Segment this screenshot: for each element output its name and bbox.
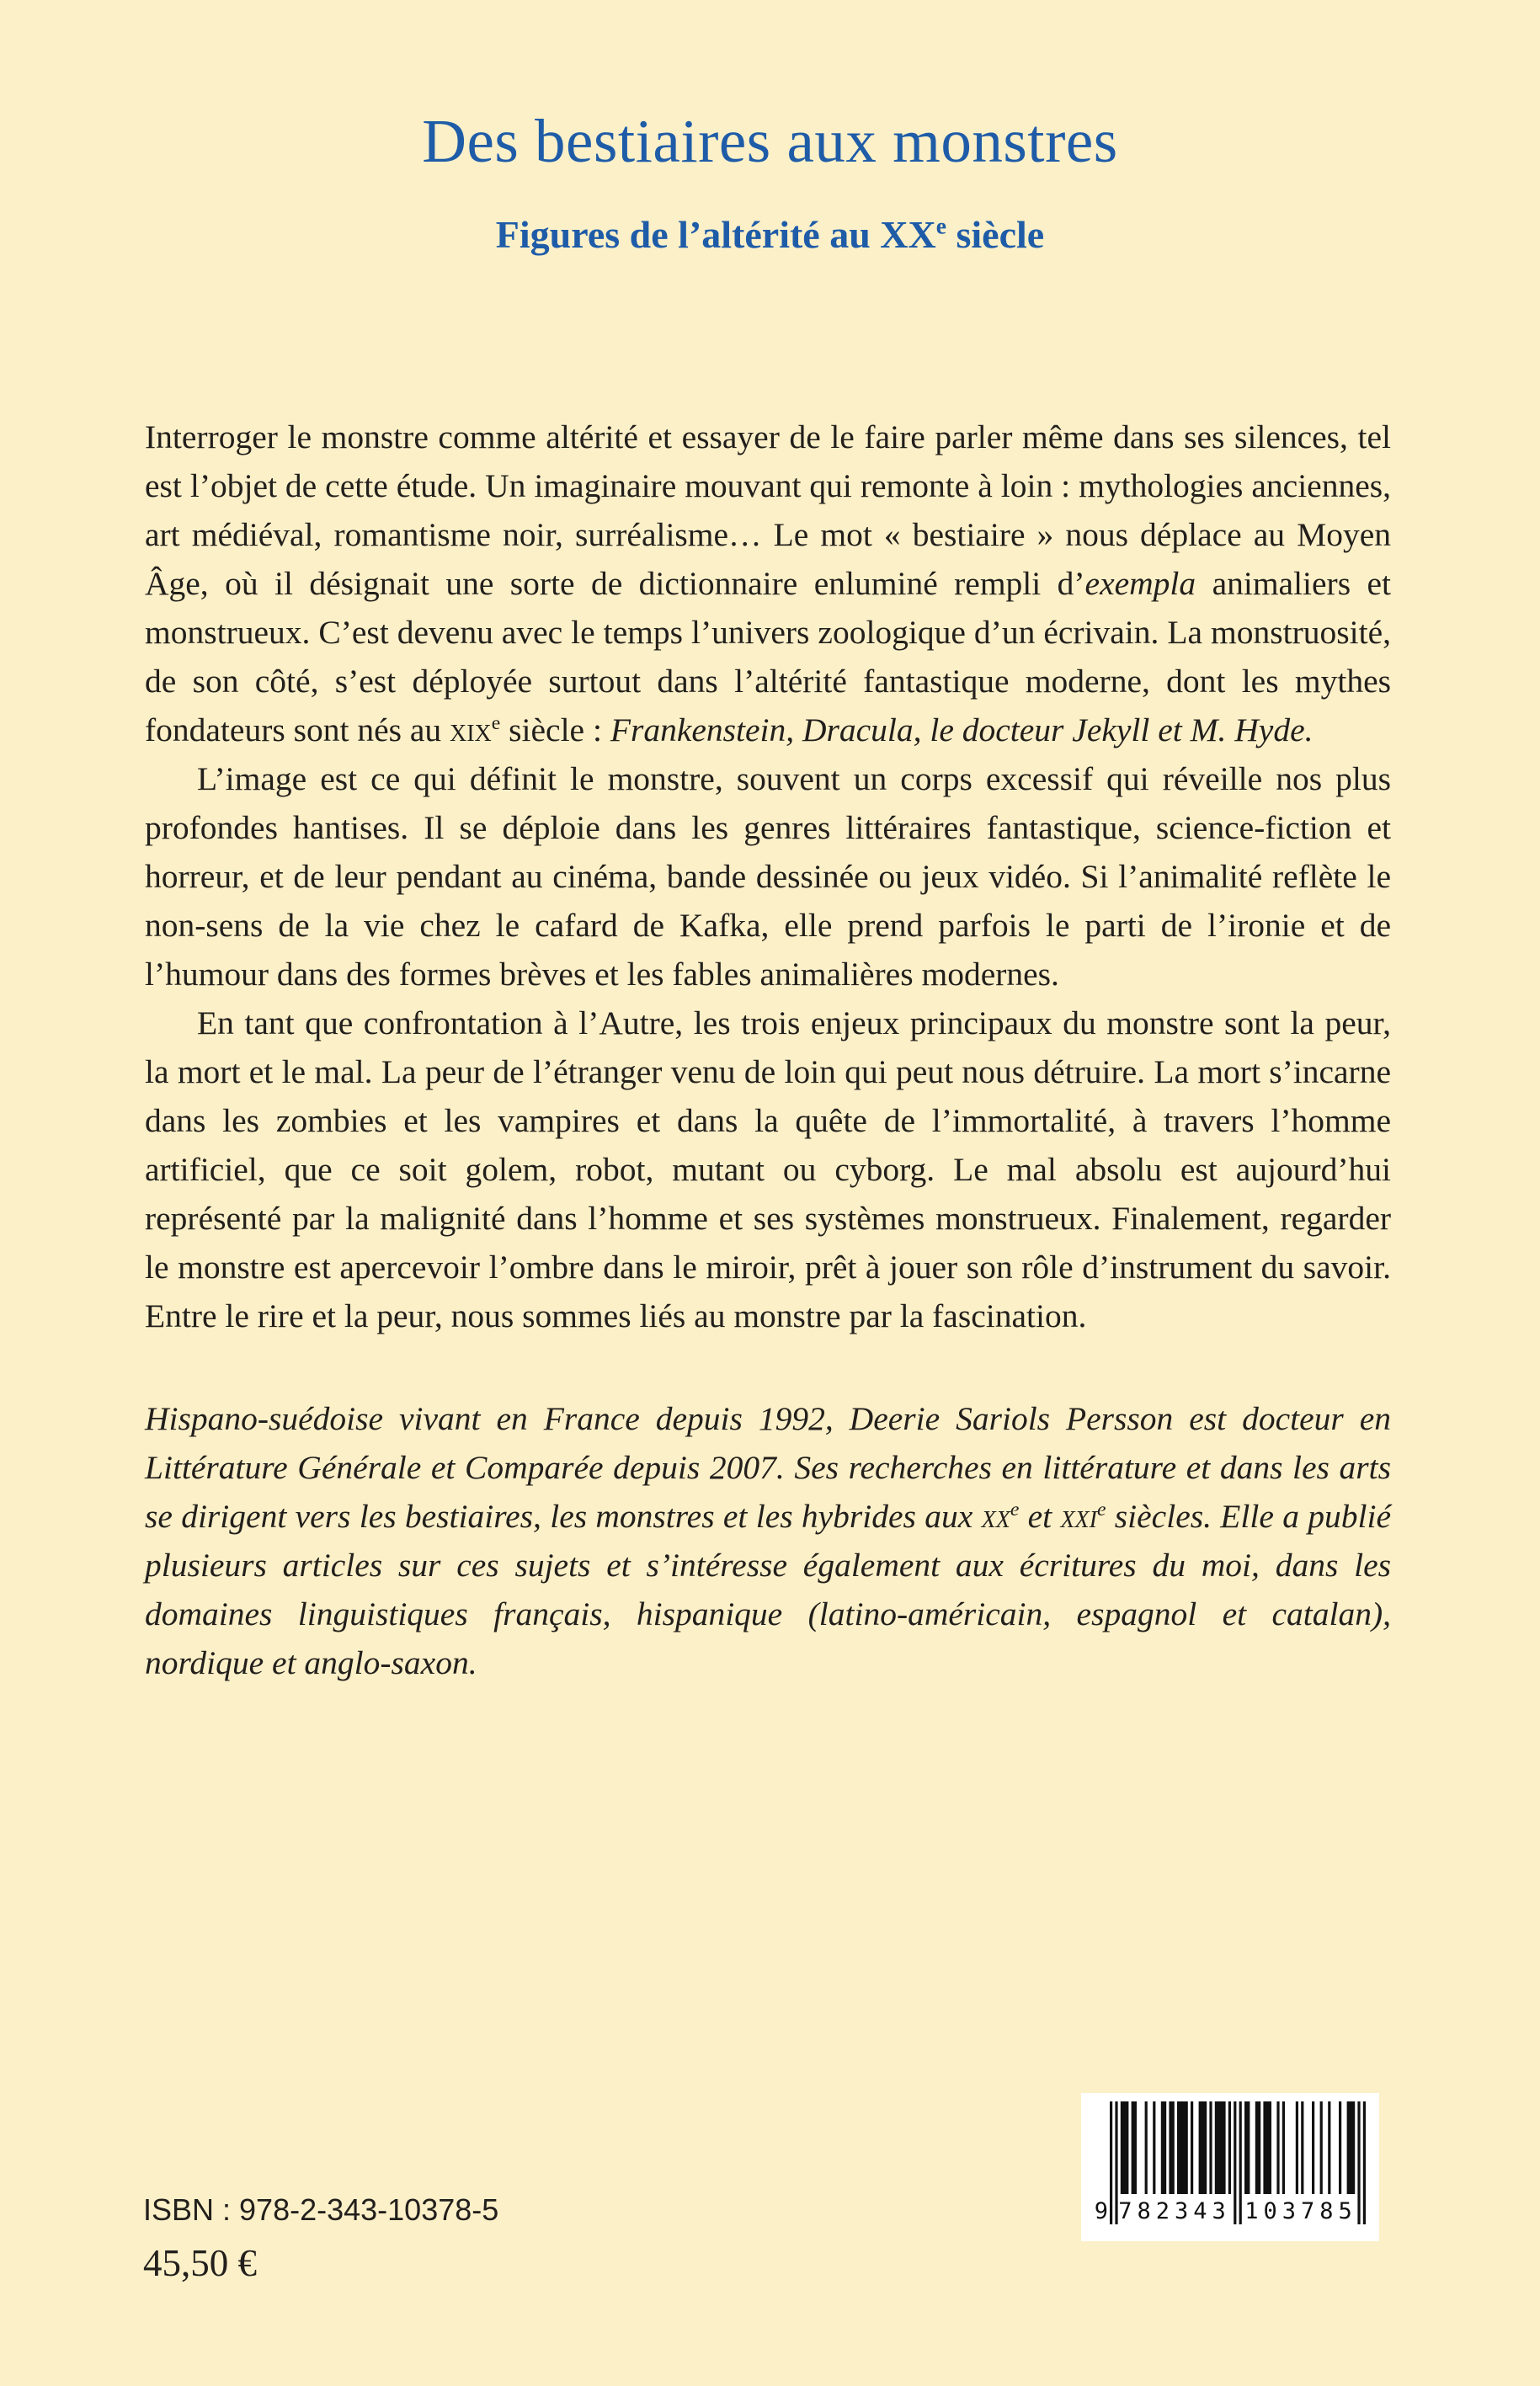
barcode-digit-group: 782343 [1118,2198,1231,2224]
text-segment: Interroger le monstre comme altérité et essayer de le faire parler même dans ses silences, tel est l’objet de cette étude. Un imaginaire mouvant qui remonte à loin : mythologies anciennes, art médiéval, romantisme noir, surréalisme… Le mot « bestiaire » nous déplace au Moyen Âge, où il désignait une sorte de dictionnaire enluminé rempli d’ [145,418,1391,602]
text-segment: animaliers et monstrueux. C’est devenu avec le temps l’univers zoologique d’un écrivain. La monstruosité, de son côté, s’est déployée surtout dans l’altérité fantastique moderne, dont les mythes fondateurs sont nés au [145,565,1391,748]
body-paragraph [145,999,1391,1340]
text-segment: xix [450,711,492,748]
text-segment: siècles. Elle a publié plusieurs articles sur ces sujets et s’intéresse également aux écritures du moi, dans les domaines linguistiques français, hispanique (latino-américain, espagnol et catalan), nordique et anglo-saxon. [145,1498,1391,1681]
synopsis [145,413,1391,1340]
isbn: ISBN : 978-2-343-10378-5 [143,2192,499,2227]
barcode-digit-group: 9 [1094,2198,1108,2224]
text-segment: xx [981,1498,1010,1535]
text-segment: siècle [946,213,1045,256]
body-paragraph [145,754,1391,999]
text-segment: exempla [1084,565,1196,602]
cover-text-block [145,413,1391,1687]
text-segment: e [491,711,501,734]
barcode-digit-group: 103785 [1244,2198,1357,2224]
text-segment: e [1010,1498,1020,1521]
text-segment: siècle : [500,711,610,748]
text-segment: e [1096,1498,1106,1521]
price: 45,50 € [143,2242,257,2284]
text-segment: e [935,212,946,239]
book-subtitle [0,212,1540,257]
text-segment: L’image est ce qui définit le monstre, souvent un corps excessif qui réveille nos plus profondes hantises. Il se déploie dans les genres littéraires fantastique, science-fiction et horreur, et de leur pendant au cinéma, bande dessinée ou jeux vidéo. Si l’animalité reflète le non-sens de la vie chez le cafard de Kafka, elle prend parfois le parti de l’ironie et de l’humour dans des formes brèves et les fables animalières modernes. [145,760,1391,993]
text-segment: xxi [1060,1498,1097,1535]
barcode [1081,2093,1379,2241]
text-segment: Figures de l’altérité au XX [495,213,936,256]
text-segment: En tant que confrontation à l’Autre, les trois enjeux principaux du monstre sont la peur, la mort et le mal. La peur de l’étranger venu de loin qui peut nous détruire. La mort s’incarne dans les zombies et les vampires et dans la quête de l’immortalité, à travers l’homme artificiel, que ce soit golem, robot, mutant ou cyborg. Le mal absolu est aujourd’hui représenté par la malignité dans l’homme et ses systèmes monstrueux. Finalement, regarder le monstre est apercevoir l’ombre dans le miroir, prêt à jouer son rôle d’instrument du savoir. Entre le rire et la peur, nous sommes liés au monstre par la fascination. [145,1004,1391,1334]
text-segment: Hispano-suédoise vivant en France depuis 1992, Deerie Sariols Persson est docteur en Littérature Générale et Comparée depuis 2007. Ses recherches en littérature et dans les arts se dirigent vers les bestiaires, les monstres et les hybrides aux [145,1400,1391,1535]
text-segment: et [1019,1498,1061,1535]
author-bio [145,1394,1391,1687]
text-segment: Frankenstein, Dracula, le docteur Jekyll et M. Hyde. [610,711,1314,748]
body-paragraph [145,413,1391,754]
book-title: Des bestiaires aux monstres [422,107,1118,175]
